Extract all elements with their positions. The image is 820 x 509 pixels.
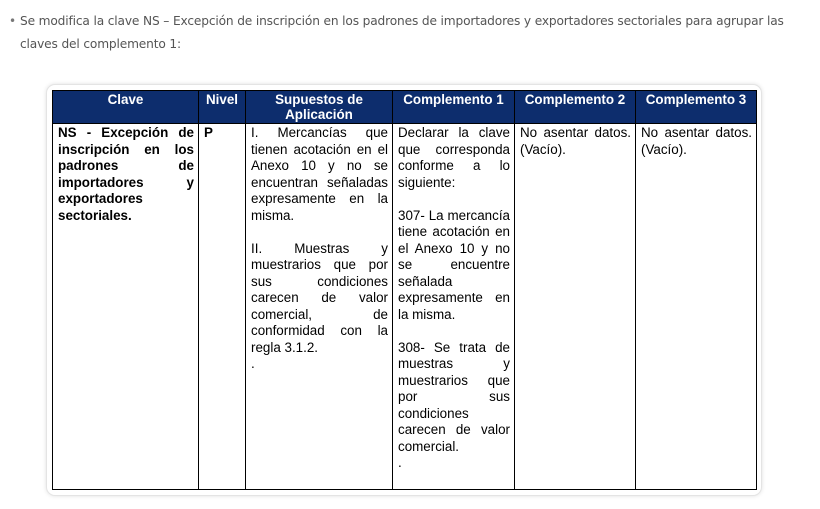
header-complemento-3: Complemento 3: [636, 91, 757, 124]
complemento-1-dot: .: [398, 455, 402, 470]
header-complemento-1: Complemento 1: [393, 91, 515, 124]
header-clave: Clave: [53, 91, 199, 124]
claves-table: [52, 90, 757, 490]
cell-nivel: P: [199, 124, 246, 490]
cell-supuestos: [246, 124, 393, 490]
bullet-icon: •: [9, 14, 16, 28]
cell-complemento-1: [393, 124, 515, 490]
cell-complemento-2: No asentar datos. (Vacío).: [515, 124, 636, 490]
cell-complemento-3: No asentar datos. (Vacío).: [636, 124, 757, 490]
cell-clave: NS - Excepción de inscripción en los padrones de importadores y exportadores sectoriales.: [53, 124, 199, 490]
header-supuestos: Supuestos de Aplicación: [246, 91, 393, 124]
table-header-row: [53, 91, 757, 124]
intro-paragraph: [5, 10, 813, 56]
supuesto-item-2: II. Muestras y muestrarios que por sus condiciones carecen de valor comercial, de conformidad con la regla 3.1.2.: [251, 240, 388, 355]
complemento-1-intro: Declarar la clave que corresponda conforme a lo siguiente:: [398, 125, 510, 190]
complemento-1-item-308: 308- Se trata de muestras y muestrarios que por sus condiciones carecen de valor comercial.: [398, 339, 510, 454]
supuesto-dot: .: [251, 356, 255, 371]
supuesto-item-1: I. Mercancías que tienen acotación en el Anexo 10 y no se encuentran señaladas expresamente en la misma.: [251, 125, 388, 223]
header-complemento-2: Complemento 2: [515, 91, 636, 124]
table-row: [53, 124, 757, 490]
header-nivel: Nivel: [199, 91, 246, 124]
complemento-1-item-307: 307- La mercancía tiene acotación en el Anexo 10 y no se encuentre señalada expresamente en la misma.: [398, 207, 510, 322]
intro-text: Se modifica la clave NS – Excepción de inscripción en los padrones de importadores y exportadores sectoriales para agrupar las claves del complemento 1:: [20, 14, 784, 51]
